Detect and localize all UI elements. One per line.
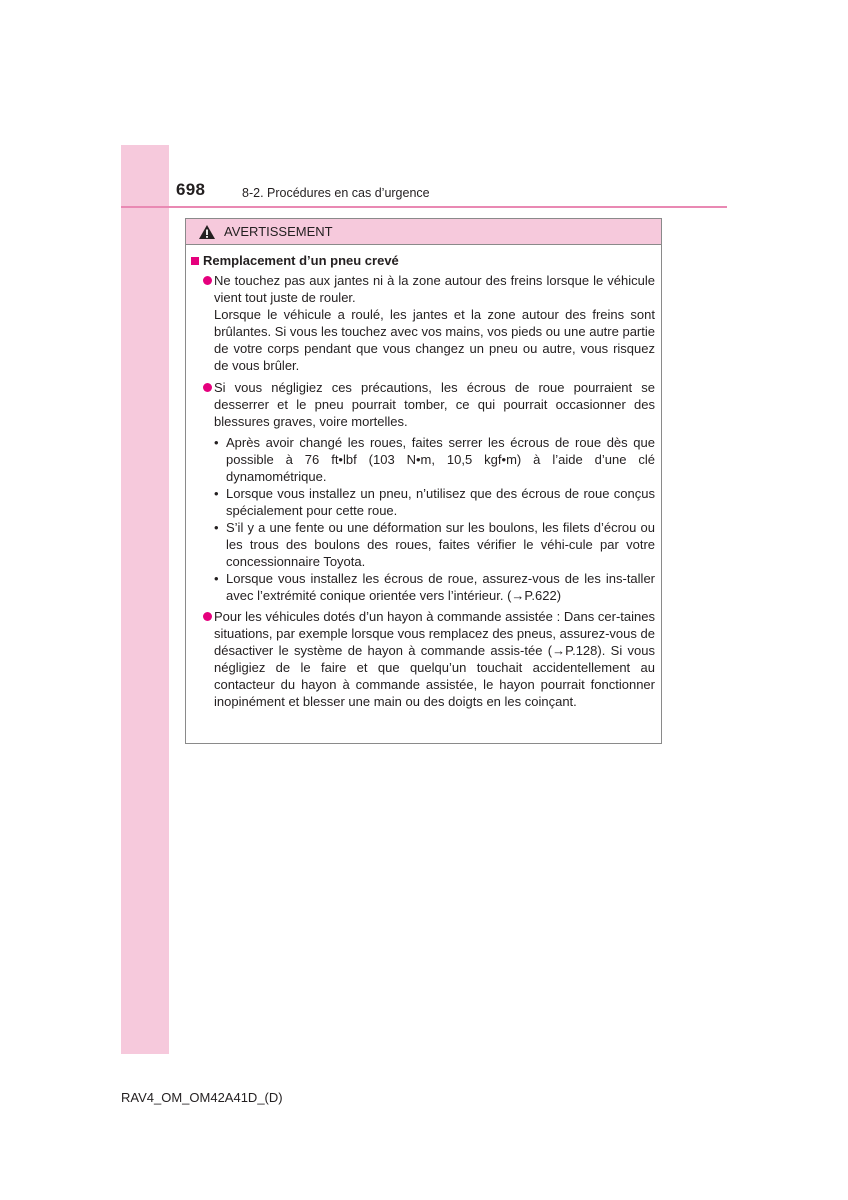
- sub-bullet: •: [214, 486, 219, 501]
- list-item: [191, 608, 655, 710]
- sub-item-text: S’il y a une fente ou une déformation sur les boulons, les filets d’écrou ou les trous des boulons des roues, faites vérifier le véhi-cule par votre concessionnaire Toyota.: [226, 520, 655, 569]
- sub-list-item: [191, 434, 655, 485]
- item-paragraph: Ne touchez pas aux jantes ni à la zone autour des freins lorsque le véhicule vient tout juste de rouler.: [214, 273, 655, 305]
- pink-dot-bullet-icon: [203, 383, 212, 392]
- section-title: 8-2. Procédures en cas d’urgence: [242, 186, 430, 200]
- list-item: [191, 272, 655, 374]
- sub-item-text: Lorsque vous installez les écrous de roue, assurez-vous de les ins-taller avec l’extrémité conique orientée vers l’intérieur. (→P.622): [226, 571, 655, 603]
- sub-bullet: •: [214, 520, 219, 535]
- item-paragraph: Lorsque le véhicule a roulé, les jantes et la zone autour des freins sont brûlantes. Si vous les touchez avec vos mains, vos pieds ou une autre partie de votre corps pendant que vous changez un pneu ou autre, vous risquez de vous brûler.: [214, 307, 655, 373]
- warning-title: AVERTISSEMENT: [224, 224, 333, 239]
- sub-item-text: Lorsque vous installez un pneu, n’utilisez que des écrous de roue conçus spécialement pour cette roue.: [226, 486, 655, 518]
- item-paragraph: Si vous négligiez ces précautions, les écrous de roue pourraient se desserrer et le pneu pourrait tomber, ce qui pourrait occasionner des blessures graves, voire mortelles.: [214, 380, 655, 429]
- subheading: [191, 253, 655, 268]
- sub-item-text: Après avoir changé les roues, faites serrer les écrous de roue dès que possible à 76 ft•lbf (103 N•m, 10,5 kgf•m) à l’aide d’une clé dynamométrique.: [226, 435, 655, 484]
- sub-bullet: •: [214, 571, 219, 586]
- pink-dot-bullet-icon: [203, 612, 212, 621]
- sub-list-item: [191, 570, 655, 604]
- page-number: 698: [176, 180, 206, 199]
- sub-bullet: •: [214, 435, 219, 450]
- subheading-text: Remplacement d’un pneu crevé: [203, 253, 399, 268]
- sub-list-item: [191, 485, 655, 519]
- item-paragraph: Pour les véhicules dotés d’un hayon à commande assistée : Dans cer-taines situations, par exemple lorsque vous remplacez des pneus, assurez-vous de désactiver le système de hayon à commande assis-tée (→P.128). Si vous négligiez de le faire et que quelqu’un touchait accidentellement au contacteur du hayon à commande assistée, le hayon pourrait fonctionner inopinément et blesser une main ou des doigts en les coinçant.: [214, 609, 655, 709]
- warning-header: [186, 219, 661, 245]
- warning-triangle-icon: [198, 224, 216, 240]
- square-bullet-icon: [191, 257, 199, 265]
- sub-list-item: [191, 519, 655, 570]
- header-rule: [121, 206, 727, 208]
- pink-dot-bullet-icon: [203, 276, 212, 285]
- document-code: RAV4_OM_OM42A41D_(D): [121, 1090, 283, 1105]
- warning-box: [185, 218, 662, 744]
- side-color-band: [121, 145, 169, 1054]
- warning-body: [186, 245, 661, 710]
- list-item: [191, 379, 655, 430]
